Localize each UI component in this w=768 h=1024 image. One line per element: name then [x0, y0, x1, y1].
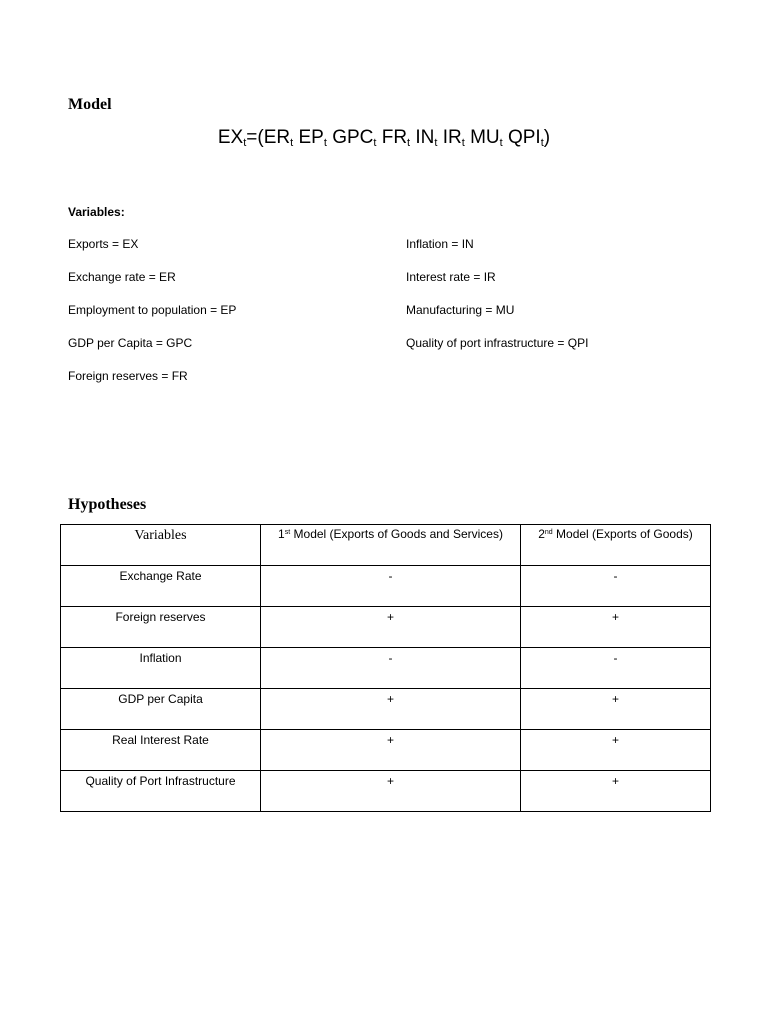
table-row [61, 566, 711, 607]
equation-lhs: EX [217, 127, 244, 148]
equation-term: EP [298, 127, 324, 148]
table-row [61, 648, 711, 689]
equation-term-subscript: t [499, 137, 503, 149]
header-model-1 [261, 525, 521, 566]
cell-variable: Inflation [61, 648, 261, 689]
cell-variable: GDP per Capita [61, 689, 261, 730]
equation-term-subscript: t [290, 137, 294, 149]
cell-model-1: + [261, 730, 521, 771]
cell-model-2: + [521, 771, 711, 812]
cell-model-1: - [261, 648, 521, 689]
cell-variable: Foreign reserves [61, 607, 261, 648]
equation-term-subscript: t [461, 137, 465, 149]
equation-term: QPI [507, 127, 541, 148]
equation-term: MU [470, 127, 500, 148]
equation-term-subscript: t [323, 137, 327, 149]
cell-model-1: + [261, 607, 521, 648]
equation-terms [264, 127, 544, 148]
variables-list-right [406, 237, 588, 369]
equation-subscript: t [243, 137, 247, 149]
equation-term: FR [381, 127, 408, 148]
variable-item: Quality of port infrastructure = QPI [406, 336, 589, 350]
equation-equals: =( [246, 127, 264, 148]
equation-term-subscript: t [373, 137, 377, 149]
equation-close: ) [543, 127, 551, 148]
cell-variable: Quality of Port Infrastructure [61, 771, 261, 812]
variable-item: Foreign reserves = FR [68, 369, 188, 383]
header-model-1-num: 1 [278, 527, 285, 541]
table-row [61, 689, 711, 730]
cell-model-1: - [261, 566, 521, 607]
equation-term: ER [263, 127, 291, 148]
equation-term-subscript: t [407, 137, 411, 149]
variable-item: Exchange rate = ER [68, 270, 176, 284]
equation-term-subscript: t [434, 137, 438, 149]
equation-term: IR [442, 127, 462, 148]
variables-title: Variables: [68, 205, 125, 219]
table-row [61, 771, 711, 812]
header-model-1-sup: st [284, 529, 291, 536]
hypotheses-table [60, 524, 711, 812]
cell-variable: Exchange Rate [61, 566, 261, 607]
cell-model-2: + [521, 730, 711, 771]
cell-model-2: - [521, 566, 711, 607]
variable-item: Exports = EX [68, 237, 139, 251]
variable-item: Inflation = IN [406, 237, 474, 251]
cell-model-1: + [261, 771, 521, 812]
table-row [61, 730, 711, 771]
variables-list-left [68, 237, 236, 402]
header-model-2-num: 2 [538, 527, 545, 541]
cell-model-2: + [521, 607, 711, 648]
header-model-2 [521, 525, 711, 566]
table-row [61, 607, 711, 648]
variable-item: GDP per Capita = GPC [68, 336, 193, 350]
variable-item: Interest rate = IR [406, 270, 496, 284]
cell-model-1: + [261, 689, 521, 730]
header-model-2-text: Model (Exports of Goods) [552, 527, 693, 541]
header-model-1-text: Model (Exports of Goods and Services) [290, 527, 503, 541]
hypotheses-heading: Hypotheses [68, 496, 147, 513]
equation-term: GPC [332, 127, 374, 148]
cell-model-2: + [521, 689, 711, 730]
cell-model-2: - [521, 648, 711, 689]
model-heading: Model [68, 96, 112, 113]
cell-variable: Real Interest Rate [61, 730, 261, 771]
variable-item: Employment to population = EP [68, 303, 237, 317]
equation-term: IN [415, 127, 435, 148]
header-variables: Variables [61, 525, 261, 566]
model-equation [0, 127, 768, 149]
equation-term-subscript: t [540, 137, 544, 149]
table-header-row [61, 525, 711, 566]
variable-item: Manufacturing = MU [406, 303, 515, 317]
header-model-2-sup: nd [544, 529, 553, 536]
